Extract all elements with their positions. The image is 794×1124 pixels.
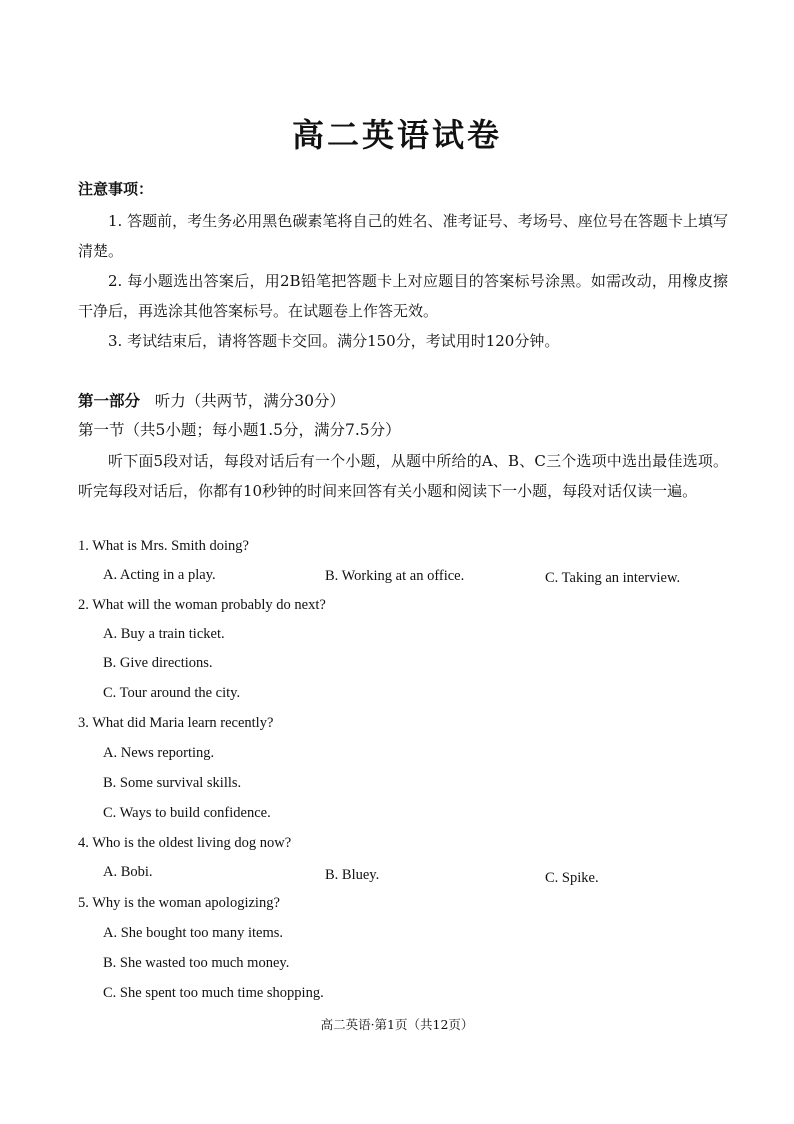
option-a: A. News reporting.	[103, 745, 215, 761]
option-c: C. Tour around the city.	[103, 685, 241, 701]
question-stem: 4. Who is the oldest living dog now?	[78, 835, 292, 851]
note-item-1: 1. 答题前，考生务必用黑色碳素笔将自己的姓名、准考证号、考场号、座位号在答题卡上填写清楚。	[78, 212, 728, 260]
page-footer: 高二英语·第1页（共12页）	[320, 1017, 474, 1032]
part-label: 第一部分	[78, 391, 141, 410]
question-stem: 5. Why is the woman apologizing?	[78, 895, 280, 911]
section-instructions: 听下面5段对话，每段对话后有一个小题，从题中所给的A、B、C三个选项中选出最佳选项。听完每段对话后，你都有10秒钟的时间来回答有关小题和阅读下一小题，每段对话仅读一遍。	[78, 452, 728, 500]
option-b: B. Give directions.	[103, 655, 213, 671]
option-c: C. Ways to build confidence.	[103, 805, 271, 821]
question-stem: 3. What did Maria learn recently?	[78, 715, 274, 731]
option-c: C. Spike.	[545, 870, 599, 886]
section-heading: 第一节（共5小题；每小题1.5分，满分7.5分）	[78, 421, 401, 439]
option-b: B. Bluey.	[325, 867, 380, 883]
option-b: B. Working at an office.	[325, 568, 465, 584]
option-c: C. She spent too much time shopping.	[103, 985, 324, 1001]
option-a: A. Bobi.	[103, 864, 153, 880]
option-a: A. She bought too many items.	[103, 925, 284, 941]
question-stem: 1. What is Mrs. Smith doing?	[78, 538, 249, 554]
note-item-3: 3. 考试结束后，请将答题卡交回。满分150分，考试用时120分钟。	[108, 332, 560, 350]
part-heading	[78, 389, 345, 411]
option-a: A. Acting in a play.	[103, 567, 216, 583]
option-b: B. Some survival skills.	[103, 775, 242, 791]
page-title: 高二英语试卷	[291, 116, 502, 154]
option-c: C. Taking an interview.	[545, 570, 681, 586]
option-a: A. Buy a train ticket.	[103, 626, 225, 642]
part-name: 听力（共两节，满分30分）	[154, 392, 346, 410]
option-b: B. She wasted too much money.	[103, 955, 290, 971]
question-stem: 2. What will the woman probably do next?	[78, 597, 326, 613]
notes-heading: 注意事项：	[78, 180, 154, 198]
note-item-2: 2. 每小题选出答案后，用2B铅笔把答题卡上对应题目的答案标号涂黑。如需改动，用橡皮擦干净后，再选涂其他答案标号。在试题卷上作答无效。	[78, 272, 728, 320]
